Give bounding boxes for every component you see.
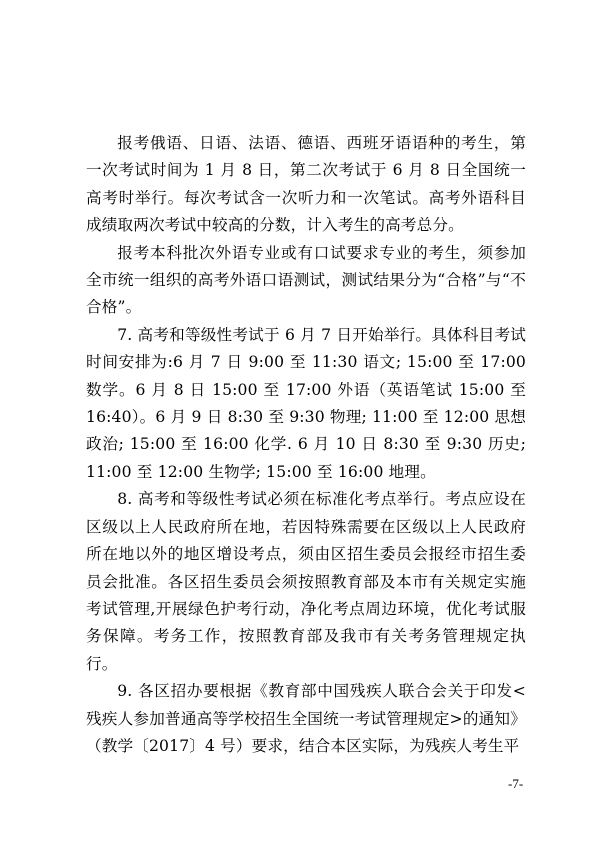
paragraph-9-disabled-candidates: 9. 各区招办要根据《教育部中国残疾人联合会关于印发<残疾人参加普通高等学校招生全国统一考试管理规定>的通知》（教学〔2017〕4 号）要求，结合本区实际，为残疾人考生平 [86, 682, 526, 755]
body-text [86, 130, 526, 760]
paragraph-7-exam-schedule: 7. 高考和等级性考试于 6 月 7 日开始举行。具体科目考试时间安排为:6 月 7 日 9:00 至 11:30 语文; 15:00 至 17:00 数学。6 月 8 日 15:00 至 17:00 外语（英语笔试 15:00 至 16:40）。6 月 9 日 8:30 至 9:30 物理; 11:00 至 12:00 思想政治; 15:00 至 16:00 化学. 6 月 10 日 8:30 至 9:30 历史; 11:00 至 12:00 生物学; 15:00 至 16:00 地理。 [86, 325, 526, 481]
paragraph-8-exam-sites: 8. 高考和等级性考试必须在标准化考点举行。考点应设在区级以上人民政府所在地，若因特殊需要在区级以上人民政府所在地以外的地区增设考点，须由区招生委员会报经市招生委员会批准。各区招生委员会须按照教育部及本市有关规定实施考试管理,开展绿色护考行动，净化考点周边环境，优化考试服务保障。考务工作，按照教育部及我市有关考务管理规定执行。 [86, 490, 526, 673]
paragraph-oral-test: 报考本科批次外语专业或有口试要求专业的考生，须参加全市统一组织的高考外语口语测试，测试结果分为“合格”与“不合格”。 [86, 243, 526, 317]
page-number: -7- [508, 776, 524, 791]
paragraph-foreign-language-exam: 报考俄语、日语、法语、德语、西班牙语语种的考生，第一次考试时间为 1 月 8 日，第二次考试于 6 月 8 日全国统一高考时举行。每次考试含一次听力和一次笔试。高考外语科目成绩取两次考试中较高的分数，计入考生的高考总分。 [86, 134, 526, 235]
